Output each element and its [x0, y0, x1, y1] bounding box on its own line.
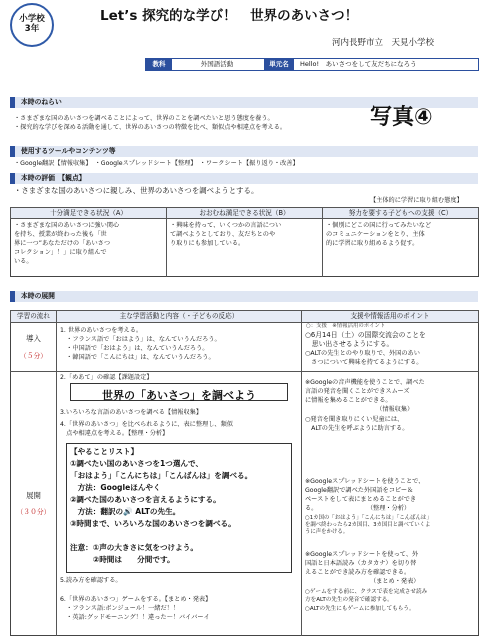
support-1-2: 言語の発音を聞くことができスムーズ: [305, 388, 410, 395]
eval-a-3: 界に一つ”あなただけの「あいさつ: [14, 240, 111, 247]
support-3-6: 方をALTの先生の発音で確認する。: [305, 597, 393, 603]
support-1-5: ○発音を聞き取りにくい児童には、: [305, 416, 404, 423]
eval-head-a: 十分満足できる状況（A）: [10, 207, 167, 219]
support-3-4: （まとめ・発表）: [305, 578, 420, 585]
support-2-6: を調べ終わったら2カ国目、3カ国目と調べていくよ: [305, 522, 431, 528]
evaluation-note: 【主体的に学習に取り組む態度】: [370, 197, 463, 204]
todo-title: 【やることリスト】: [70, 447, 139, 456]
eval-a-4: コレクション」！」に取り組んで: [14, 249, 107, 256]
support-3-1: ※Googleスプレッドシートを使って、外: [305, 551, 419, 558]
aim-line-1: ・さまざまな国のあいさつを調べることによって、世界のことを調べたいと思う態度を養う。: [14, 115, 274, 122]
todo-6: ③時間まで、いろいろな国のあいさつを調べる。: [70, 519, 236, 528]
dev-time: （３０分）: [16, 508, 51, 516]
subject-value: 外国語活動: [200, 60, 234, 68]
intro-time: （５分）: [19, 352, 48, 360]
todo-3: 方法：Googleほんやく: [70, 483, 161, 492]
unit-value: Hello! あいさつをして友だちになろう: [300, 60, 417, 68]
support-2-4: る。 （整理・分析）: [305, 505, 411, 512]
step-4b: 点や相違点を考える。【整理・分析】: [60, 430, 169, 437]
intro-line-4: ・韓国語で「こんにちは」は、なんていうんだろう。: [60, 354, 215, 361]
intro-support-3: ○ALTの先生とのやり取りで、外国のあい: [305, 350, 420, 357]
intro-line-2: ・フランス語で「おはよう」は、なんていうんだろう。: [60, 336, 221, 343]
intro-support-2: 思い出させるようにする。: [305, 340, 394, 348]
support-3-3: えることができ読み方を確認できる。: [305, 569, 411, 576]
step-3: 3.いろいろな言語のあいさつを調べる【情報収集】: [60, 409, 203, 416]
eval-a-2: を持ち、授業が終わった後も「世: [14, 231, 107, 238]
eval-b-3: り取りにも参加している。: [170, 240, 245, 247]
dev-row-divider: [10, 371, 479, 372]
support-1-4: （情報収集）: [305, 406, 414, 413]
goal-box: [70, 383, 288, 401]
todo-4: ②調べた国のあいさつを言えるようにする。: [70, 495, 221, 504]
intro-support-1: ○6月14日（土）の国際交流会のことを: [305, 331, 426, 339]
todo-note-2: ②時間は 分間です。: [70, 555, 175, 564]
support-3-7: ○ALTの先生にもゲームに参加してもらう。: [305, 606, 415, 612]
intro-label: 導入: [26, 334, 41, 343]
support-legend: ○：支援 ※情報活用のポイント: [306, 323, 386, 329]
support-2-7: うに声をかける。: [305, 529, 349, 535]
dev-head-flow: 学習の流れ: [10, 310, 57, 323]
aim-line-2: ・探究的な学びを深める活動を通して、世界のあいさつの特徴を比べ、類似点や相違点を考える。: [14, 124, 287, 131]
tools-heading-bar: [10, 146, 478, 157]
support-2-3: ペーストをして表にまとめることができ: [305, 496, 417, 503]
support-1-6: ALTの先生を呼ぶように助言する。: [305, 425, 409, 432]
support-1-1: ※Googleの音声機能を使うことで、調べた: [305, 379, 425, 386]
page-title: Let’s 探究的な学び！ 世界のあいさつ！: [100, 8, 359, 24]
intro-line-1: 1. 世界のあいさつを考える。: [60, 327, 143, 334]
step-4a: 4.「世界のあいさつ」を比べられるように、表に整理し、類似: [60, 421, 233, 428]
subject-label: 教科: [146, 59, 172, 70]
eval-head-c: 努力を要する子どもへの支援（C）: [322, 207, 479, 219]
evaluation-line: ・さまざまな国のあいさつに親しみ、世界のあいさつを調べようとする。: [14, 186, 259, 195]
step-5: 5.読み方を確認する。: [60, 577, 122, 584]
aim-heading: 本時のねらい: [21, 98, 62, 106]
eval-divider-2: [322, 207, 323, 277]
grade-year: 3年: [24, 24, 40, 34]
step-6-reaction-1: ・フランス語:ボンジュール！一緒だ！！: [60, 605, 180, 612]
intro-line-3: ・中国語で「おはよう」は、なんていうんだろう。: [60, 345, 209, 352]
eval-divider-1: [166, 207, 167, 277]
dev-label: 展開: [26, 491, 41, 500]
grade-badge: [10, 3, 54, 47]
photo-stamp: 写真④: [370, 105, 433, 130]
todo-note-1: 注意：①声の大きさに気をつけよう。: [70, 543, 198, 552]
step-2: 2.「めあて」の確認【課題設定】: [60, 374, 153, 381]
evaluation-heading: 本時の評価 【観点】: [21, 174, 86, 182]
support-2-2: Google翻訳で調べた外国語をコピー＆: [305, 487, 414, 494]
dev-head-support: 支援や情報活用のポイント: [301, 310, 479, 323]
intro-support-4: さつについて興味を持てるようにする。: [305, 359, 423, 366]
eval-b-1: ・興味を持って、いくつかの言語につい: [170, 222, 282, 229]
grade-school: 小学校: [19, 14, 45, 24]
support-2-1: ※Googleスプレッドシートを使うことで、: [305, 478, 425, 485]
dev-divider-2: [301, 310, 302, 636]
step-6: 6.「世界のあいさつ」ゲームをする。【まとめ・発表】: [60, 596, 212, 603]
unit-label: 単元名: [264, 59, 294, 70]
school-name: 河内長野市立 天見小学校: [332, 38, 435, 48]
todo-5: 方法：翻訳の🔊 ALTの先生。: [70, 507, 181, 516]
eval-a-5: いる。: [14, 258, 33, 265]
support-3-5: ○ゲームをする前に、クラスで表を完成させ読み: [305, 589, 428, 595]
support-2-5: ○1カ国の「おはよう」「こんにちは」「こんばんは」: [305, 515, 432, 521]
support-1-3: に情報を集めることができる。: [305, 397, 392, 404]
support-3-2: 国語と日本語読み（カタカナ）を切り替: [305, 560, 417, 567]
dev-head-main: 主な学習活動と内容（・子どもの反応）: [56, 310, 302, 323]
development-heading: 本時の展開: [21, 292, 55, 300]
goal-text: 世界の「あいさつ」を調べよう: [102, 389, 256, 402]
eval-c-3: 的に学習に取り組めるよう促す。: [326, 240, 419, 247]
subject-unit-bar: [145, 58, 479, 71]
eval-a-1: ・さまざまな国のあいさつに強い関心: [14, 222, 120, 229]
tools-heading: 使用するツールやコンテンツ等: [21, 147, 116, 155]
eval-c-2: のコミュニケーションをとり、主体: [326, 231, 425, 238]
tools-line: ・Google翻訳【情報収集】 ・Googleスプレッドシート【整理】 ・ワークシート【振り返り・改善】: [14, 160, 299, 167]
step-6-reaction-2: ・英語:グッドモーニング！！違った～！バイバーイ: [60, 614, 210, 621]
eval-c-1: ・個別にどこの国に行ってみたいなど: [326, 222, 432, 229]
evaluation-heading-bar: [10, 173, 478, 184]
todo-1: ①調べたい国のあいさつを1つ選んで、: [70, 459, 204, 468]
development-heading-bar: [10, 291, 478, 302]
todo-2: 「おはよう」「こんにちは」「こんばんは」を調べる。: [70, 471, 253, 480]
eval-b-2: て調べようとしており、友だちとのや: [170, 231, 276, 238]
eval-head-b: おおむね満足できる状況（B）: [166, 207, 323, 219]
